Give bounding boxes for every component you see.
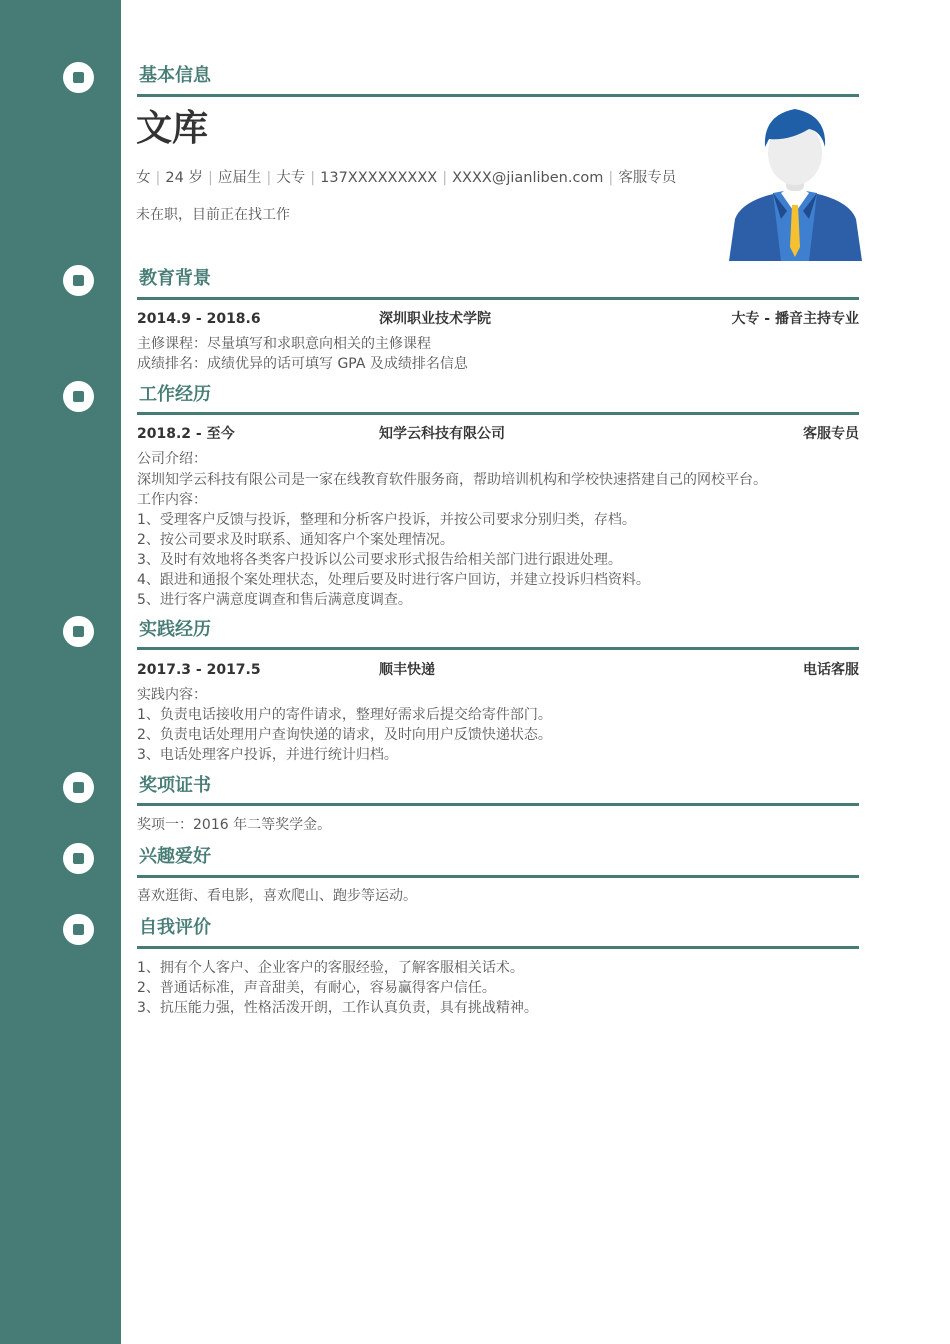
work-line: 工作内容： — [137, 492, 207, 508]
practice-line: 2、负责电话处理用户查询快递的请求，及时向用户反馈快递状态。 — [137, 727, 552, 743]
age: 24 岁 — [165, 170, 203, 186]
divider — [137, 946, 859, 949]
divider — [137, 647, 859, 650]
section-title-self: 自我评价 — [139, 917, 211, 938]
self-line: 1、拥有个人客户、企业客户的客服经验，了解客服相关话术。 — [137, 960, 524, 976]
section-title-basic: 基本信息 — [139, 65, 211, 86]
gender: 女 — [136, 170, 151, 186]
work-role: 客服专员 — [803, 426, 859, 442]
email: XXXX@jianliben.com — [452, 170, 604, 186]
practice-line: 1、负责电话接收用户的寄件请求，整理好需求后提交给寄件部门。 — [137, 707, 552, 723]
section-title-practice: 实践经历 — [139, 619, 211, 640]
job-status: 未在职，目前正在找工作 — [136, 207, 290, 223]
work-line: 公司介绍： — [137, 451, 207, 467]
basic-info-line: 女 | 24 岁 | 应届生 | 大专 | 137XXXXXXXXX | XXXX@jianliben.com | 客服专员 — [136, 170, 677, 186]
practice-company: 顺丰快递 — [379, 662, 435, 678]
practice-role: 电话客服 — [803, 662, 859, 678]
phone: 137XXXXXXXXX — [320, 170, 438, 186]
work-company: 知学云科技有限公司 — [379, 426, 505, 442]
school-name: 深圳职业技术学院 — [379, 311, 491, 327]
education-level: 大专 — [276, 170, 306, 186]
work-line: 4、跟进和通报个案处理状态，处理后要及时进行客户回访，并建立投诉归档资料。 — [137, 572, 650, 588]
section-bullet — [63, 772, 94, 803]
section-bullet — [63, 265, 94, 296]
practice-period: 2017.3 - 2017.5 — [137, 662, 261, 678]
work-line: 深圳知学云科技有限公司是一家在线教育软件服务商，帮助培训机构和学校快速搭建自己的网校平台。 — [137, 472, 767, 488]
education-period: 2014.9 - 2018.6 — [137, 311, 261, 327]
divider — [137, 803, 859, 806]
practice-line: 3、电话处理客户投诉，并进行统计归档。 — [137, 747, 398, 763]
self-line: 3、抗压能力强，性格活泼开朗，工作认真负责，具有挑战精神。 — [137, 1000, 538, 1016]
section-title-awards: 奖项证书 — [139, 775, 211, 796]
avatar — [729, 107, 862, 261]
education-line: 成绩排名：成绩优异的话可填写 GPA 及成绩排名信息 — [137, 356, 468, 372]
practice-line: 实践内容： — [137, 687, 207, 703]
work-period: 2018.2 - 至今 — [137, 426, 235, 442]
section-bullet — [63, 843, 94, 874]
section-title-work: 工作经历 — [139, 384, 211, 405]
education-line: 主修课程：尽量填写和求职意向相关的主修课程 — [137, 336, 431, 352]
work-line: 1、受理客户反馈与投诉，整理和分析客户投诉，并按公司要求分别归类，存档。 — [137, 512, 636, 528]
degree-major: 大专 - 播音主持专业 — [731, 311, 859, 327]
section-bullet — [63, 914, 94, 945]
section-bullet — [63, 616, 94, 647]
job-target: 客服专员 — [618, 170, 677, 186]
candidate-name: 文库 — [136, 108, 209, 149]
section-bullet — [63, 381, 94, 412]
divider — [137, 412, 859, 415]
section-title-education: 教育背景 — [139, 268, 211, 289]
divider — [137, 297, 859, 300]
work-line: 3、及时有效地将各类客户投诉以公司要求形式报告给相关部门进行跟进处理。 — [137, 552, 622, 568]
hobby-line: 喜欢逛街、看电影，喜欢爬山、跑步等运动。 — [137, 888, 417, 904]
sidebar — [0, 0, 121, 1344]
status-type: 应届生 — [217, 170, 262, 186]
section-bullet — [63, 62, 94, 93]
work-line: 2、按公司要求及时联系、通知客户个案处理情况。 — [137, 532, 454, 548]
work-line: 5、进行客户满意度调查和售后满意度调查。 — [137, 592, 412, 608]
self-line: 2、普通话标准，声音甜美，有耐心，容易赢得客户信任。 — [137, 980, 496, 996]
divider — [137, 94, 859, 97]
section-title-hobbies: 兴趣爱好 — [139, 846, 211, 867]
award-line: 奖项一：2016 年二等奖学金。 — [137, 817, 332, 833]
divider — [137, 875, 859, 878]
